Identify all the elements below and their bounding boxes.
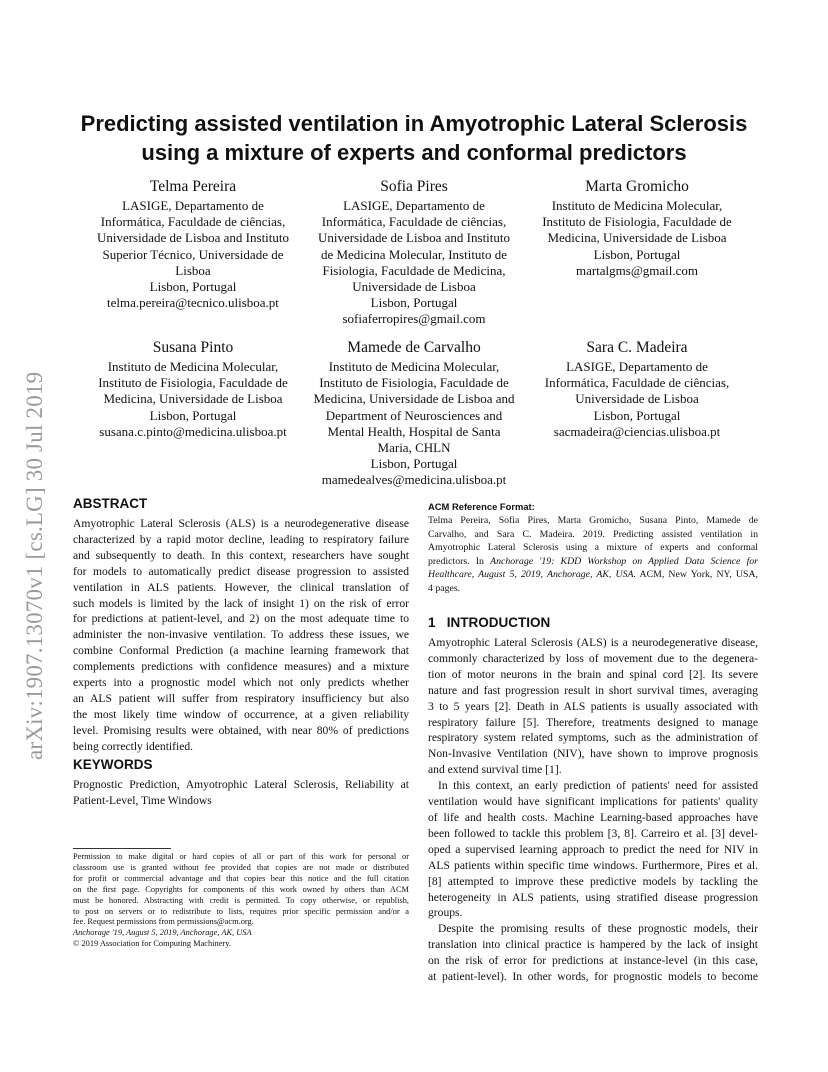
affiliation-line: Maria, CHLN: [377, 440, 451, 456]
keywords-heading: KEYWORDS: [73, 757, 153, 772]
acm-reference-heading: ACM Reference Format:: [428, 501, 535, 512]
intro-line: 3 to 5 years [2]. Death in ALS patients is usually associated with: [428, 699, 758, 713]
reference-line: predictors. In Anchorage '19: KDD Workshop on Applied Data Science for: [428, 555, 758, 567]
affiliation-line: Superior Técnico, Universidade de: [102, 246, 284, 262]
intro-line: respiratory failure [5]. Therefore, treatments designed to manage: [428, 715, 758, 729]
intro-line: tion of motor neurons in the brain and spinal cord [2]. Its severe: [428, 667, 758, 681]
abstract-line: an ALS patient will suffer from respiratory insufficiency but also: [73, 691, 409, 705]
author-name: Marta Gromicho: [585, 178, 689, 195]
intro-line: In this context, an early prediction of patients' need for assisted: [438, 779, 758, 793]
affiliation-line: Informática, Faculdade de ciências,: [544, 375, 730, 391]
intro-line: been followed to tackle this problem [3, 8]. Carreiro et al. [3] devel-: [428, 826, 758, 840]
permission-line: to post on servers or to redistribute to lists, requires prior specific permission and/or a: [73, 906, 409, 916]
abstract-line: experts into a prognostic model which not only predicts whether: [73, 676, 409, 690]
intro-line: translation into clinical practice is hampered by the lack of insight: [428, 938, 758, 952]
keywords-line: Prognostic Prediction, Amyotrophic Lateral Sclerosis, Reliability at: [73, 778, 409, 791]
author-block: [517, 339, 757, 440]
conference-venue: Anchorage '19, August 5, 2019, Anchorage, AK, USA: [73, 928, 252, 938]
author-email: susana.c.pinto@medicina.ulisboa.pt: [99, 423, 287, 439]
affiliation-line: Fisiologia, Faculdade de Medicina,: [322, 262, 506, 278]
affiliation-line: Department of Neurosciences and: [325, 407, 503, 423]
affiliation-line: Instituto de Fisiologia, Faculdade de: [319, 375, 509, 391]
reference-line: Carvalho, and Sara C. Madeira. 2019. Predicting assisted ventilation in: [428, 528, 758, 540]
abstract-line: ventilation in ALS patients. However, the clinical translation of: [73, 580, 409, 594]
author-email: sofiaferropires@gmail.com: [342, 311, 486, 327]
author-name: Sara C. Madeira: [586, 339, 688, 356]
author-email: martalgms@gmail.com: [575, 262, 699, 278]
intro-line: [8] attempted to improve these predictive models by tackling the: [428, 874, 758, 888]
permission-line: on the first page. Copyrights for components of this work owned by others than ACM: [73, 884, 409, 894]
abstract-line: being correctly identified.: [73, 739, 194, 753]
abstract-line: characterized by a rapid motor decline, leading to respiratory failure: [73, 532, 409, 546]
affiliation-line: de Medicina Molecular, Instituto de: [320, 246, 508, 262]
permission-line: fee. Request permissions from permissions@acm.org.: [73, 917, 254, 927]
affiliation-line: Instituto de Medicina Molecular,: [328, 359, 500, 374]
abstract-section: [73, 496, 409, 755]
intro-line: at patient-level). In other words, for prognostic models to become: [428, 970, 758, 984]
permission-line: for profit or commercial advantage and that copies bear this notice and the full citation: [73, 873, 409, 883]
intro-line: ALS patients within specific time windows. Furthermore, Pires et al.: [428, 858, 758, 872]
introduction-heading: 1 INTRODUCTION: [428, 615, 551, 630]
abstract-line: such models is limited by the lack of insight 1) on the risk of error: [73, 596, 409, 610]
affiliation-line: Instituto de Medicina Molecular,: [107, 359, 279, 374]
author-block: [294, 178, 534, 328]
intro-line: Amyotrophic Lateral Sclerosis (ALS) is a neurodegenerative disease,: [428, 636, 758, 649]
affiliation-line: Universidade de Lisboa and Instituto: [96, 230, 290, 246]
author-block: [294, 339, 534, 489]
intro-line: Despite the promising results of these prognostic models, their: [438, 922, 758, 936]
abstract-line: level. Promising results were obtained, with near 80% of predictions: [73, 723, 409, 737]
author-block: [73, 178, 313, 311]
reference-line: 4 pages.: [428, 582, 461, 594]
affiliation-line: Medicina, Universidade de Lisboa: [547, 230, 727, 246]
abstract-line: Amyotrophic Lateral Sclerosis (ALS) is a neurodegenerative disease: [73, 517, 409, 530]
affiliation-line: LASIGE, Departamento de: [122, 198, 264, 213]
intro-line: respiratory system related symptoms, such as the administration of: [428, 731, 758, 745]
author-location: Lisbon, Portugal: [149, 407, 237, 423]
affiliation-line: Mental Health, Hospital de Santa: [327, 423, 501, 439]
author-location: Lisbon, Portugal: [593, 246, 681, 262]
author-location: Lisbon, Portugal: [149, 279, 237, 295]
intro-line: nature and fast progression result in short survival times, averaging: [428, 683, 758, 697]
author-location: Lisbon, Portugal: [370, 456, 458, 472]
affiliation-line: Universidade de Lisboa and Instituto: [317, 230, 511, 246]
author-block: [73, 339, 313, 440]
abstract-line: the most likely time window of occurrence, at a given reliability: [73, 707, 409, 721]
intro-line: heterogeneity in ALS patients, using stratified disease progression: [428, 890, 758, 904]
keywords-section: [73, 757, 409, 809]
abstract-line: administer the non-invasive ventilation. To address these issues, we: [73, 628, 409, 642]
paper-title: [60, 109, 768, 167]
author-location: Lisbon, Portugal: [370, 295, 458, 311]
copyright-line: © 2019 Association for Computing Machinery.: [73, 939, 231, 949]
author-name: Susana Pinto: [152, 339, 234, 356]
author-email: mamedealves@medicina.ulisboa.pt: [321, 472, 507, 488]
title-line-2: using a mixture of experts and conformal predictors: [141, 140, 687, 165]
acm-reference: [428, 501, 758, 596]
author-email: sacmadeira@ciencias.ulisboa.pt: [553, 423, 721, 439]
author-block: [517, 178, 757, 279]
footnote-rule: [73, 848, 171, 849]
reference-line: Healthcare, August 5, 2019, Anchorage, AK, USA. ACM, New York, NY, USA,: [428, 569, 758, 581]
abstract-line: for models to automatically predict disease progression to assisted: [73, 564, 409, 578]
intro-line: groups.: [428, 906, 463, 920]
introduction-section: [428, 615, 758, 985]
affiliation-line: Lisboa: [175, 262, 211, 278]
arxiv-stamp: arXiv:1907.13070v1 [cs.LG] 30 Jul 2019: [22, 371, 47, 760]
affiliation-line: Medicina, Universidade de Lisboa and: [313, 391, 515, 407]
author-name: Mamede de Carvalho: [347, 339, 481, 356]
permission-footnote: [73, 852, 409, 950]
abstract-heading: ABSTRACT: [73, 496, 148, 511]
intro-line: on the risk of error for predictions at instance-level (in this case,: [428, 954, 758, 968]
intro-line: ventilation would have significant implications for patients' quality: [428, 795, 758, 809]
permission-line: must be honored. Abstracting with credit is permitted. To copy otherwise, or republish,: [73, 895, 409, 905]
intro-line: oped a supervised learning approach to predict the need for NIV in: [428, 842, 758, 856]
reference-line: Amyotrophic Lateral Sclerosis using a mixture of experts and conformal: [428, 542, 758, 554]
permission-line: classroom use is granted without fee provided that copies are not made or distributed: [73, 862, 409, 872]
abstract-line: for predictions at patient-level, and 2) on the most adequate time to: [73, 612, 409, 626]
affiliation-line: Instituto de Fisiologia, Faculdade de: [542, 214, 732, 230]
intro-line: commonly characterized by loss of movement due to the degenera-: [428, 651, 758, 665]
affiliation-line: LASIGE, Departamento de: [566, 359, 708, 374]
author-location: Lisbon, Portugal: [593, 407, 681, 423]
abstract-line: combine Conformal Prediction (a machine learning framework that: [73, 644, 409, 658]
affiliation-line: Medicina, Universidade de Lisboa: [103, 391, 283, 407]
abstract-line: and subsequently to death. In this context, researchers have sought: [73, 548, 409, 562]
permission-line: Permission to make digital or hard copies of all or part of this work for personal or: [73, 852, 409, 861]
reference-line: Telma Pereira, Sofia Pires, Marta Gromicho, Susana Pinto, Mamede de: [428, 515, 758, 526]
affiliation-line: LASIGE, Departamento de: [343, 198, 485, 213]
title-line-1: Predicting assisted ventilation in Amyotrophic Lateral Sclerosis: [80, 111, 748, 136]
affiliation-line: Informática, Faculdade de ciências,: [321, 214, 507, 230]
affiliation-line: Universidade de Lisboa: [352, 279, 476, 295]
affiliation-line: Instituto de Fisiologia, Faculdade de: [98, 375, 288, 391]
affiliation-line: Instituto de Medicina Molecular,: [551, 198, 723, 213]
abstract-line: complements predictions with confidence measures) and a mixture: [73, 660, 409, 674]
author-email: telma.pereira@tecnico.ulisboa.pt: [107, 295, 279, 311]
author-name: Telma Pereira: [149, 178, 237, 195]
intro-line: and extend survival time [1].: [428, 763, 562, 777]
intro-line: of life and health costs. Machine Learning-based approaches have: [428, 810, 758, 824]
intro-line: Non-Invasive Ventilation (NIV), have shown to improve prognosis: [428, 747, 758, 761]
affiliation-line: Universidade de Lisboa: [575, 391, 699, 407]
keywords-line: Patient-Level, Time Windows: [73, 793, 212, 807]
author-name: Sofia Pires: [380, 178, 448, 195]
affiliation-line: Informática, Faculdade de ciências,: [100, 214, 286, 230]
